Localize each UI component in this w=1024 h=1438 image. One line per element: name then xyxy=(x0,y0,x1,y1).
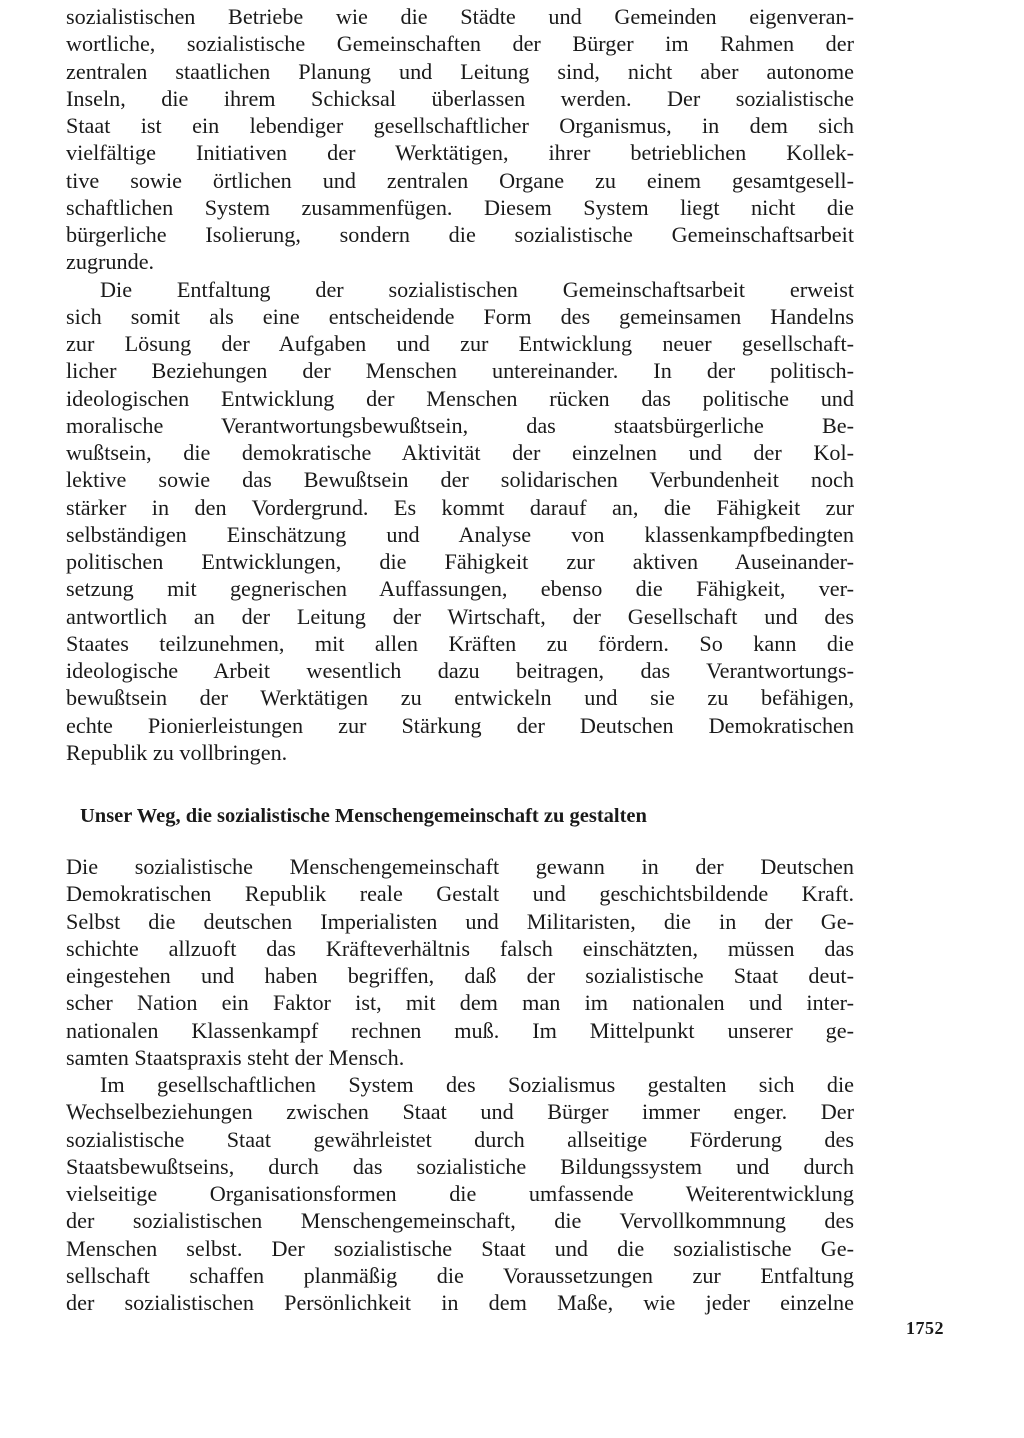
text-line: Wechselbeziehungen zwischen Staat und Bürger immer enger. Der xyxy=(66,1099,854,1125)
text-line: der sozialistischen Menschengemeinschaft, die Vervollkommnung des xyxy=(66,1208,854,1234)
text-line: vielfältige Initiativen der Werktätigen, ihrer betrieblichen Kollek- xyxy=(66,140,854,166)
text-line: licher Beziehungen der Menschen untereinander. In der politisch- xyxy=(66,358,854,384)
text-line: sozialistische Staat gewährleistet durch allseitige Förderung des xyxy=(66,1126,854,1152)
text-line: Republik zu vollbringen. xyxy=(66,739,288,765)
paragraph xyxy=(66,853,854,1071)
text-line: setzung mit gegnerischen Auffassungen, ebenso die Fähigkeit, ver- xyxy=(66,576,854,602)
text-line: wußtsein, die demokratische Aktivität der einzelnen und der Kol- xyxy=(66,440,854,465)
text-line: bewußtsein der Werktätigen zu entwickeln und sie zu befähigen, xyxy=(66,685,854,711)
text-line: zentralen staatlichen Planung und Leitung sind, nicht aber autonome xyxy=(66,58,854,84)
text-line: sellschaft schaffen planmäßig die Voraussetzungen zur Entfaltung xyxy=(66,1262,854,1288)
text-line: zugrunde. xyxy=(66,249,155,275)
paragraph xyxy=(66,3,854,276)
text-line: tive sowie örtlichen und zentralen Organe zu einem gesamtgesell- xyxy=(66,167,854,193)
text-line: Demokratischen Republik reale Gestalt und geschichtsbildende Kraft. xyxy=(66,881,854,907)
text-line: Inseln, die ihrem Schicksal überlassen werden. Der sozialistische xyxy=(66,85,854,111)
text-line: bürgerliche Isolierung, sondern die sozialistische Gemeinschaftsarbeit xyxy=(66,222,854,247)
text-line: selbständigen Einschätzung und Analyse von klassenkampfbedingten xyxy=(66,521,854,547)
text-line: eingestehen und haben begriffen, daß der sozialistische Staat deut- xyxy=(66,963,854,988)
text-line: ideologischen Entwicklung der Menschen rücken das politische und xyxy=(66,385,854,411)
section-heading: Unser Weg, die sozialistische Menschengemeinschaft zu gestalten xyxy=(80,805,647,827)
text-line: sich somit als eine entscheidende Form des gemeinsamen Handelns xyxy=(66,303,854,329)
text-line: wortliche, sozialistische Gemeinschaften der Bürger im Rahmen der xyxy=(66,31,854,57)
paragraph xyxy=(66,1071,854,1316)
text-line: sozialistischen Betriebe wie die Städte und Gemeinden eigenveran- xyxy=(66,4,854,29)
text-line: scher Nation ein Faktor ist, mit dem man im nationalen und inter- xyxy=(66,990,854,1016)
text-line: politischen Entwicklungen, die Fähigkeit zur aktiven Auseinander- xyxy=(66,549,854,574)
text-line: antwortlich an der Leitung der Wirtschaft, der Gesellschaft und des xyxy=(66,603,854,629)
text-line: nationalen Klassenkampf rechnen muß. Im Mittelpunkt unserer ge- xyxy=(66,1017,854,1043)
text-line: Im gesellschaftlichen System des Sozialismus gestalten sich die xyxy=(100,1072,854,1097)
text-line: ideologische Arbeit wesentlich dazu beitragen, das Verantwortungs- xyxy=(66,658,854,683)
text-line: stärker in den Vordergrund. Es kommt darauf an, die Fähigkeit zur xyxy=(66,494,854,520)
text-line: vielseitige Organisationsformen die umfassende Weiterentwicklung xyxy=(66,1181,854,1206)
text-line: schichte allzuoft das Kräfteverhältnis falsch einschätzten, müssen das xyxy=(66,935,854,961)
text-line: Menschen selbst. Der sozialistische Staat und die sozialistische Ge- xyxy=(66,1235,854,1261)
text-line: Staates teilzunehmen, mit allen Kräften zu fördern. So kann die xyxy=(66,630,854,656)
paragraph xyxy=(66,276,854,767)
text-line: lektive sowie das Bewußtsein der solidarischen Verbundenheit noch xyxy=(66,467,854,493)
text-line: der sozialistischen Persönlichkeit in dem Maße, wie jeder einzelne xyxy=(66,1290,854,1315)
text-line: zur Lösung der Aufgaben und zur Entwicklung neuer gesellschaft- xyxy=(66,331,854,356)
page-number: 1752 xyxy=(906,1318,944,1338)
text-line: Die Entfaltung der sozialistischen Gemeinschaftsarbeit erweist xyxy=(100,276,854,302)
text-line: echte Pionierleistungen zur Stärkung der Deutschen Demokratischen xyxy=(66,712,854,738)
text-line: schaftlichen System zusammenfügen. Diesem System liegt nicht die xyxy=(66,194,854,220)
page-body xyxy=(66,3,854,1316)
text-line: Staatsbewußtseins, durch das sozialistiche Bildungssystem und durch xyxy=(66,1153,854,1179)
text-line: Die sozialistische Menschengemeinschaft gewann in der Deutschen xyxy=(66,854,854,879)
text-line: Staat ist ein lebendiger gesellschaftlicher Organismus, in dem sich xyxy=(66,113,854,138)
text-line: Selbst die deutschen Imperialisten und Militaristen, die in der Ge- xyxy=(66,908,854,934)
text-line: moralische Verantwortungsbewußtsein, das staatsbürgerliche Be- xyxy=(66,412,854,438)
text-line: samten Staatspraxis steht der Mensch. xyxy=(66,1044,405,1070)
